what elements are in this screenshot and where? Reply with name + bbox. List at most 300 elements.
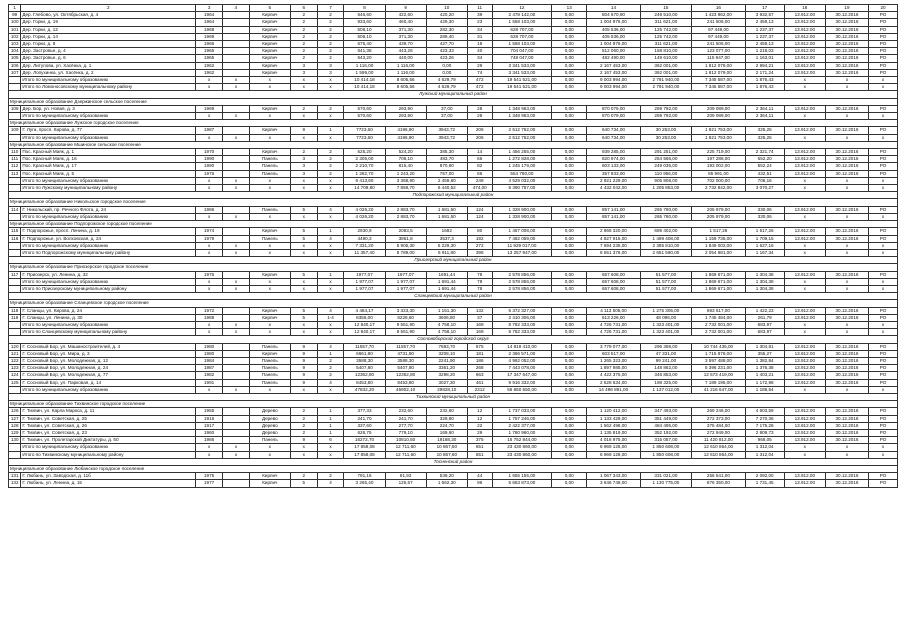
table-cell: x	[317, 321, 344, 328]
table-cell: x	[869, 278, 898, 285]
table-cell: x	[317, 177, 344, 184]
table-cell: 28	[467, 113, 492, 120]
table-cell: 12362,80	[344, 372, 385, 379]
table-cell: x	[825, 451, 868, 458]
table-cell: 1-4	[317, 314, 344, 321]
table-cell: 124	[467, 213, 492, 220]
table-cell: x	[317, 84, 344, 91]
table-cell: Кирпич	[249, 149, 290, 156]
table-cell: 628 707,00	[492, 33, 552, 40]
table-cell: 106	[9, 62, 21, 69]
column-number-11: 11	[467, 5, 492, 12]
table-cell: 646,60	[344, 12, 385, 19]
table-cell: 1966	[196, 41, 223, 48]
district-name: Подпорожский муниципальный район	[9, 192, 898, 199]
table-cell	[9, 213, 21, 220]
table-cell: 0,00	[552, 350, 587, 357]
table-cell: 2	[290, 429, 317, 436]
column-number-15: 15	[640, 5, 691, 12]
table-cell: 30.12.2016	[825, 156, 868, 163]
table-row	[9, 62, 898, 69]
table-cell: 1 760 960,00	[492, 429, 552, 436]
table-cell: 78	[467, 278, 492, 285]
table-cell: x	[249, 451, 290, 458]
table-cell: 12362,80	[385, 372, 426, 379]
column-number-9: 9	[385, 5, 426, 12]
table-cell: 1964	[196, 19, 223, 26]
table-cell: Итого по Тихвинскому муниципальному району	[21, 451, 196, 458]
table-cell: Г. Тихвин, ул. Советская, д. 23	[21, 429, 196, 436]
table-cell: 19188,30	[426, 437, 467, 444]
table-row	[9, 55, 898, 62]
table-cell: 13.912.00	[784, 415, 825, 422]
table-cell: 51 577,00	[640, 278, 691, 285]
table-cell: Итого по муниципальному образованию	[21, 444, 196, 451]
table-cell: 30.12.2016	[825, 163, 868, 170]
table-cell: 3 368,90	[385, 177, 426, 184]
table-cell: 13.912.00	[784, 307, 825, 314]
table-cell: 113	[9, 170, 21, 177]
total-row	[9, 451, 898, 458]
table-cell: 2 364,11	[745, 105, 784, 112]
table-row	[9, 156, 898, 163]
table-cell: 13.912.00	[784, 228, 825, 235]
table-cell: 2 459,13	[745, 19, 784, 26]
table-cell: 0,00	[552, 62, 587, 69]
table-cell: 30.12.2016	[825, 170, 868, 177]
table-cell: 122	[9, 357, 21, 364]
table-row	[9, 228, 898, 235]
table-cell: 9	[290, 343, 317, 350]
table-cell: x	[825, 242, 868, 249]
table-cell: 2 578 856,00	[492, 278, 552, 285]
table-cell: РО	[869, 350, 898, 357]
table-cell: 18	[467, 41, 492, 48]
table-cell: 0,00	[552, 156, 587, 163]
table-cell: 29828,10	[426, 386, 467, 393]
table-cell: 939 285,00	[587, 149, 641, 156]
table-cell: 0,00	[552, 149, 587, 156]
table-cell: 0,00	[552, 235, 587, 242]
table-cell	[223, 69, 250, 76]
table-cell: 779,10	[385, 429, 426, 436]
table-cell: 1 272 828,00	[492, 156, 552, 163]
table-cell: 1 876,43	[745, 84, 784, 91]
table-cell: x	[223, 278, 250, 285]
table-cell: 261,79	[745, 314, 784, 321]
table-cell: 225 719,00	[692, 149, 746, 156]
table-cell: 706,16	[745, 177, 784, 184]
table-cell: 5	[290, 206, 317, 213]
table-cell	[223, 19, 250, 26]
table-cell: 13.912.00	[784, 127, 825, 134]
column-number-10: 10	[426, 5, 467, 12]
table-cell: 148 862,00	[640, 365, 691, 372]
table-cell: РО	[869, 372, 898, 379]
table-cell: 13.912.00	[784, 170, 825, 177]
table-row	[9, 163, 898, 170]
municipality-name: Муниципальное образование Любанское городское поселение	[9, 466, 898, 473]
table-cell: x	[869, 451, 898, 458]
table-cell: 857 141,00	[587, 213, 641, 220]
table-cell: x	[290, 77, 317, 84]
table-cell	[223, 163, 250, 170]
table-cell: 385,30	[426, 149, 467, 156]
municipality-section-row	[9, 120, 898, 127]
table-cell: 1 133 429,00	[587, 415, 641, 422]
table-cell: 1960	[196, 429, 223, 436]
table-cell: 13.912.00	[784, 408, 825, 415]
table-cell: 12 840,17	[344, 321, 385, 328]
district-section-row	[9, 293, 898, 300]
table-cell: 124	[9, 372, 21, 379]
table-cell: 13.912.00	[784, 19, 825, 26]
table-cell: 1 977,07	[385, 285, 426, 292]
table-cell: 5407,80	[344, 365, 385, 372]
district-name: Приозерский муниципальный район	[9, 257, 898, 264]
table-cell: 3 341 533,00	[492, 62, 552, 69]
table-cell: 603 517,00	[587, 350, 641, 357]
table-cell: 5 229,30	[426, 242, 467, 249]
table-cell: 28	[467, 105, 492, 112]
table-cell: 169	[467, 329, 492, 336]
table-row	[9, 429, 898, 436]
table-cell: x	[784, 444, 825, 451]
table-cell	[223, 473, 250, 480]
table-cell: 857 141,00	[587, 206, 641, 213]
table-cell: x	[196, 249, 223, 256]
table-cell: 108	[9, 105, 21, 112]
table-cell: 197 288,00	[692, 156, 746, 163]
table-cell: 130	[9, 437, 21, 444]
table-cell: 2 305,00	[344, 156, 385, 163]
table-cell: 10 867,60	[426, 444, 467, 451]
table-cell: 405 536,00	[587, 26, 641, 33]
table-cell: 2 410 306,00	[492, 314, 552, 321]
table-cell: 30.12.2016	[825, 372, 868, 379]
table-cell: Итого по муниципальному образованию	[21, 134, 196, 141]
table-cell: 2	[290, 12, 317, 19]
table-cell: 30.12.2016	[825, 33, 868, 40]
table-cell	[9, 185, 21, 192]
table-cell: 0,00	[552, 271, 587, 278]
table-cell	[223, 149, 250, 156]
district-name: Тихвинский муниципальный район	[9, 393, 898, 400]
table-cell: 1 323 401,00	[640, 321, 691, 328]
municipality-name: Муниципальное образование Приозерское городское поселение	[9, 264, 898, 271]
table-cell: РО	[869, 365, 898, 372]
table-cell: 1 312,04	[745, 444, 784, 451]
table-cell: 209 089,00	[692, 113, 746, 120]
table-cell: 539,20	[426, 473, 467, 480]
table-cell: 5	[290, 235, 317, 242]
table-cell: x	[196, 278, 223, 285]
table-cell: Кирпич	[249, 69, 290, 76]
table-cell: 121	[9, 350, 21, 357]
table-cell: 2 321,74	[745, 149, 784, 156]
table-cell: 748 047,00	[492, 55, 552, 62]
table-cell: x	[784, 134, 825, 141]
table-cell: Кирпич	[249, 314, 290, 321]
table-cell: 1 163,01	[745, 55, 784, 62]
table-cell: 4	[317, 235, 344, 242]
table-cell: 241,70	[385, 415, 426, 422]
table-cell: 13.912.00	[784, 55, 825, 62]
table-cell: 5	[290, 314, 317, 321]
table-cell: Пос. Красный Маяк, д. 1	[21, 149, 196, 156]
table-cell: 224,70	[426, 422, 467, 429]
table-cell: x	[196, 134, 223, 141]
table-cell: 3	[290, 62, 317, 69]
table-cell	[9, 77, 21, 84]
table-cell: Пос. Красный Маяк, д. 17	[21, 163, 196, 170]
table-cell: 2	[317, 156, 344, 163]
table-cell: 337,60	[344, 422, 385, 429]
table-cell: 10810,50	[385, 437, 426, 444]
table-cell: 2	[317, 365, 344, 372]
table-cell: 5	[290, 228, 317, 235]
table-cell: 1 757 246,00	[492, 415, 552, 422]
table-cell: 293,90	[385, 113, 426, 120]
table-cell: 115	[9, 228, 21, 235]
table-cell: 10 744 435,00	[692, 343, 746, 350]
table-cell: 118	[9, 307, 21, 314]
table-cell: Дер. Горки, д. 14	[21, 33, 196, 40]
table-cell: 905 808,00	[640, 177, 691, 184]
table-cell: Итого по муниципальному образованию	[21, 177, 196, 184]
table-cell: 97 449,00	[692, 33, 746, 40]
table-cell: Г. Тихвин, ул. Карла Маркса, д. 11	[21, 408, 196, 415]
table-cell: x	[825, 185, 868, 192]
table-cell: x	[249, 444, 290, 451]
table-cell: 1979	[196, 235, 223, 242]
table-cell	[9, 321, 21, 328]
table-cell: 472	[467, 77, 492, 84]
table-cell: x	[290, 113, 317, 120]
table-cell: РО	[869, 429, 898, 436]
table-cell: 1969	[196, 33, 223, 40]
table-cell: 277,70	[385, 422, 426, 429]
table-cell: 1 977,07	[385, 278, 426, 285]
table-cell: 2 791 940,00	[640, 77, 691, 84]
table-cell: 346 853,00	[640, 372, 691, 379]
column-number-18: 18	[784, 5, 825, 12]
table-cell: 1	[317, 271, 344, 278]
table-cell: 192	[467, 235, 492, 242]
table-cell: 232,60	[426, 408, 467, 415]
table-row	[9, 33, 898, 40]
column-number-17: 17	[745, 5, 784, 12]
table-cell: 296 398,00	[640, 343, 691, 350]
table-cell: Г. Сосновый Бор, ул. Молодежная, д. 77	[21, 372, 196, 379]
table-cell: 3588,30	[344, 357, 385, 364]
table-row	[9, 170, 898, 177]
table-cell: 351 449,00	[640, 415, 691, 422]
table-cell: 1980	[196, 343, 223, 350]
table-cell: 3588,30	[385, 357, 426, 364]
table-cell	[223, 235, 250, 242]
table-cell: 8453,80	[344, 379, 385, 386]
table-cell: РО	[869, 379, 898, 386]
table-cell: 112	[9, 163, 21, 170]
table-cell: x	[825, 177, 868, 184]
table-cell: 1976	[196, 271, 223, 278]
table-cell: 0,00	[552, 278, 587, 285]
table-cell: x	[223, 213, 250, 220]
table-cell: 2	[317, 105, 344, 112]
table-cell: 1691,44	[426, 271, 467, 278]
table-cell: 114	[9, 206, 21, 213]
table-cell: Итого по муниципальному образованию	[21, 77, 196, 84]
table-cell: 1 382,84	[745, 357, 784, 364]
table-cell: x	[196, 451, 223, 458]
table-cell: x	[223, 321, 250, 328]
table-cell: 7 270,36	[745, 415, 784, 422]
table-cell: Дер. Горки, д. 8	[21, 41, 196, 48]
column-number-16: 16	[692, 5, 746, 12]
table-cell: x	[290, 444, 317, 451]
table-cell: x	[223, 77, 250, 84]
table-cell: 1 245 179,00	[492, 163, 552, 170]
table-cell: РО	[869, 307, 898, 314]
table-cell: РО	[869, 19, 898, 26]
table-cell: 13.912.00	[784, 156, 825, 163]
table-row	[9, 408, 898, 415]
table-cell: x	[825, 84, 868, 91]
table-cell: 132	[9, 480, 21, 487]
table-cell: Итого по Ломоносовскому муниципальному району	[21, 84, 196, 91]
table-cell: 4196,90	[385, 127, 426, 134]
table-cell: 47 331,00	[640, 350, 691, 357]
table-cell: 311 621,00	[640, 19, 691, 26]
table-cell: 30.12.2016	[825, 105, 868, 112]
table-cell: 125	[9, 379, 21, 386]
table-cell: 2 732 001,00	[692, 329, 746, 336]
table-cell: Дер. Застровье, д. 4	[21, 48, 196, 55]
table-cell: 37,00	[426, 105, 467, 112]
table-cell: 12 610 864,00	[692, 451, 746, 458]
total-row	[9, 242, 898, 249]
table-cell: 2 167 453,00	[587, 62, 641, 69]
table-cell: 460,40	[385, 19, 426, 26]
municipality-name: Муниципальное образование Подпорожское городское поселение	[9, 221, 898, 228]
column-number-2: 2	[21, 5, 196, 12]
table-cell: Кирпич	[249, 105, 290, 112]
column-number-20: 20	[869, 5, 898, 12]
table-cell: 1 558 103,00	[492, 19, 552, 26]
table-cell: 6661,80	[344, 350, 385, 357]
table-cell: 706,10	[385, 156, 426, 163]
table-cell: 30.12.2016	[825, 429, 868, 436]
table-cell: 1 655 155,00	[492, 473, 552, 480]
table-cell: 127	[9, 415, 21, 422]
column-number-4: 4	[223, 5, 250, 12]
table-cell: 1 218,03	[745, 48, 784, 55]
table-cell: 377,33	[344, 408, 385, 415]
table-cell: 66	[467, 156, 492, 163]
table-cell: Кирпич	[249, 307, 290, 314]
table-cell: 8 969 128,00	[587, 444, 641, 451]
table-cell: 48 096,00	[640, 314, 691, 321]
table-cell: 4 962 052,00	[492, 357, 552, 364]
table-row	[9, 235, 898, 242]
table-cell: 205 979,00	[692, 206, 746, 213]
table-cell: 13.912.00	[784, 350, 825, 357]
municipality-name: Муниципальное образование Сланцевское городское поселение	[9, 300, 898, 307]
table-cell	[223, 437, 250, 444]
table-cell: 1975	[196, 473, 223, 480]
table-cell: 232,60	[385, 408, 426, 415]
table-cell: 268	[467, 365, 492, 372]
table-cell: 8 605,56	[385, 84, 426, 91]
table-cell: Дерево	[249, 415, 290, 422]
table-cell: x	[825, 134, 868, 141]
table-cell: 117	[9, 271, 21, 278]
table-cell: x	[290, 177, 317, 184]
table-cell: 1965	[196, 55, 223, 62]
table-cell	[223, 379, 250, 386]
table-cell: РО	[869, 105, 898, 112]
table-cell: x	[869, 177, 898, 184]
table-cell: 2 512 762,00	[492, 127, 552, 134]
table-cell: 1 135 819,00	[587, 429, 641, 436]
table-cell: 97 449,00	[692, 26, 746, 33]
table-cell: Панель	[249, 235, 290, 242]
table-cell: 2	[290, 41, 317, 48]
table-cell: 1 188,54	[745, 386, 784, 393]
table-cell: 0,00	[552, 48, 587, 55]
table-cell: 39	[467, 12, 492, 19]
table-cell: 663	[467, 372, 492, 379]
table-row	[9, 69, 898, 76]
table-cell: 13.912.00	[784, 48, 825, 55]
table-cell: x	[290, 249, 317, 256]
table-row	[9, 271, 898, 278]
table-cell: 23 430 860,00	[492, 451, 552, 458]
table-cell: 12 711,60	[385, 451, 426, 458]
table-cell: 330,06	[745, 213, 784, 220]
total-row	[9, 278, 898, 285]
table-cell: 7 345 587,00	[692, 77, 746, 84]
table-cell: 254 566,00	[640, 156, 691, 163]
table-cell	[9, 386, 21, 393]
table-cell: 1 662,30	[426, 480, 467, 487]
column-number-19: 19	[825, 5, 868, 12]
column-number-13: 13	[552, 5, 587, 12]
table-cell: 4 629,79	[426, 84, 467, 91]
table-cell: 1977,07	[385, 271, 426, 278]
total-row	[9, 84, 898, 91]
table-cell: 0,00	[552, 386, 587, 393]
table-cell: РО	[869, 343, 898, 350]
table-cell: 1 499 408,00	[640, 235, 691, 242]
table-cell: 3943,72	[426, 134, 467, 141]
table-cell: 30.12.2016	[825, 379, 868, 386]
table-cell: 1 403,21	[745, 372, 784, 379]
table-cell: 0,00	[552, 343, 587, 350]
table-cell: Г. Сосновый Бор, ул. Парковая, д. 14	[21, 379, 196, 386]
table-cell: 0,00	[552, 379, 587, 386]
table-cell: x	[223, 386, 250, 393]
table-cell: 125,57	[385, 480, 426, 487]
table-cell: 5	[290, 480, 317, 487]
table-cell: x	[223, 444, 250, 451]
table-cell: 29	[467, 429, 492, 436]
table-cell: x	[869, 113, 898, 120]
table-cell: 241 506,00	[692, 41, 746, 48]
district-name: Сосновоборский городской округ	[9, 336, 898, 343]
table-cell: 2 366 571,00	[492, 350, 552, 357]
